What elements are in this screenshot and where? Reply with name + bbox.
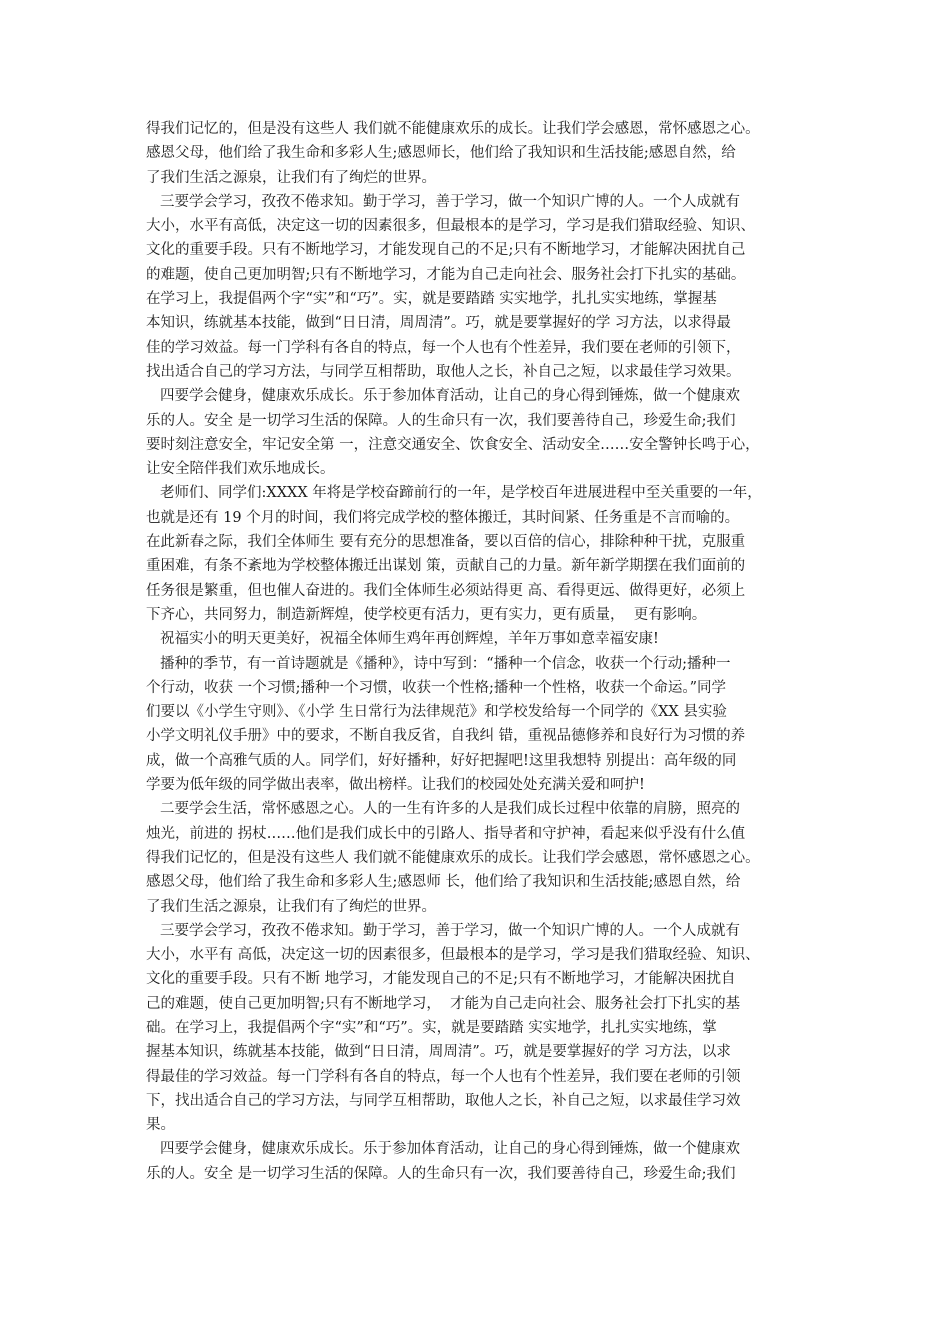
paragraph-start-line: 三要学会学习，孜孜不倦求知。勤于学习，善于学习，做一个知识广博的人。一个人成就有 bbox=[160, 922, 740, 939]
text-line: 下齐心，共同努力，制造新辉煌，使学校更有活力，更有实力，更有质量， 更有影响。 bbox=[146, 606, 707, 623]
text-line: 下，找出适合自己的学习方法，与同学互相帮助，取他人之长，补自己之短，以求最佳学习效 bbox=[146, 1092, 741, 1109]
text-line: 得最佳的学习效益。每一门学科有各自的特点，每一个人也有个性差异，我们要在老师的引领 bbox=[146, 1068, 741, 1085]
text-line: 了我们生活之源泉，让我们有了绚烂的世界。 bbox=[146, 169, 436, 186]
text-line: 本知识，练就基本技能，做到“日日清，周周清”。巧，就是要掌握好的学 习方法，以求得最 bbox=[146, 315, 731, 332]
text-line: 大小，水平有 高低，决定这一切的因素很多，但最根本的是学习，学习是我们猎取经验、知识、 bbox=[146, 947, 760, 964]
text-line: 文化的重要手段。只有不断地学习，才能发现自己的不足;只有不断地学习，才能解决困扰自己 bbox=[146, 242, 746, 259]
text-line: 己的难题，使自己更加明智;只有不断地学习， 才能为自己走向社会、服务社会打下扎实的基 bbox=[146, 995, 741, 1012]
text-line: 的难题，使自己更加明智;只有不断地学习，才能为自己走向社会、服务社会打下扎实的基础。 bbox=[146, 266, 746, 283]
paragraph-start-line: 四要学会健身，健康欢乐成长。乐于参加体育活动，让自己的身心得到锤炼，做一个健康欢 bbox=[160, 1141, 740, 1158]
text-line: 佳的学习效益。每一门学科有各自的特点，每一个人也有个性差异，我们要在老师的引领下， bbox=[146, 339, 741, 356]
paragraph-start-line: 祝福实小的明天更美好，祝福全体师生鸡年再创辉煌，羊年万事如意幸福安康! bbox=[160, 631, 659, 648]
text-line: 重困难，有条不紊地为学校整体搬迁出谋划 策，贡献自己的力量。新年新学期摆在我们面前的 bbox=[146, 558, 746, 575]
text-line: 得我们记忆的，但是没有这些人 我们就不能健康欢乐的成长。让我们学会感恩，常怀感恩之心。 bbox=[146, 121, 760, 137]
document-body bbox=[146, 117, 818, 1186]
text-line: 大小，水平有高低，决定这一切的因素很多，但最根本的是学习，学习是我们猎取经验、知识、 bbox=[146, 218, 755, 235]
paragraph-start-line: 播种的季节，有一首诗题就是《播种》，诗中写到：“播种一个信念，收获一个行动;播种一 bbox=[160, 655, 731, 672]
text-line: 在此新春之际，我们全体师生 要有充分的思想准备，要以百倍的信心，排除种种干扰，克服重 bbox=[146, 534, 746, 551]
paragraph-start-line: 三要学会学习，孜孜不倦求知。勤于学习，善于学习，做一个知识广博的人。一个人成就有 bbox=[160, 193, 740, 210]
paragraph-start-line: 老师们、同学们:XXXX 年将是学校奋蹄前行的一年，是学校百年进展进程中至关重要的一年， bbox=[160, 485, 762, 502]
text-line: 果。 bbox=[146, 1117, 175, 1134]
text-line: 文化的重要手段。只有不断 地学习，才能发现自己的不足;只有不断地学习，才能解决困扰自 bbox=[146, 971, 736, 988]
text-line: 也就是还有 19 个月的时间，我们将完成学校的整体搬迁，其时间紧、任务重是不言而喻的。 bbox=[146, 509, 740, 526]
paragraph-start-line: 四要学会健身，健康欢乐成长。乐于参加体育活动，让自己的身心得到锤炼，做一个健康欢 bbox=[160, 388, 740, 405]
text-line: 成，做一个高雅气质的人。同学们，好好播种，好好把握吧!这里我想特 别提出：高年级的同 bbox=[146, 752, 737, 769]
text-line: 们要以《小学生守则》、《小学 生日常行为法律规范》和学校发给每一个同学的《XX 县实验 bbox=[146, 704, 727, 721]
text-line: 感恩父母，他们给了我生命和多彩人生;感恩师长，他们给了我知识和生活技能;感恩自然，给 bbox=[146, 145, 736, 162]
text-line: 学要为低年级的同学做出表率，做出榜样。让我们的校园处处充满关爱和呵护! bbox=[146, 777, 645, 794]
text-line: 个行动，收获 一个习惯;播种一个习惯，收获一个性格;播种一个性格，收获一个命运。”同学 bbox=[146, 679, 727, 696]
text-line: 任务很是繁重，但也催人奋进的。我们全体师生必须站得更 高、看得更远、做得更好，必须上 bbox=[146, 582, 746, 599]
text-line: 烛光，前进的 拐杖……他们是我们成长中的引路人、指导者和守护神，看起来似乎没有什么值 bbox=[146, 825, 746, 842]
text-line: 了我们生活之源泉，让我们有了绚烂的世界。 bbox=[146, 898, 436, 915]
text-line: 得我们记忆的，但是没有这些人 我们就不能健康欢乐的成长。让我们学会感恩，常怀感恩之心。 bbox=[146, 849, 760, 866]
text-line: 础。在学习上，我提倡两个字“实”和“巧”。实，就是要踏踏 实实地学，扎扎实实地练，掌 bbox=[146, 1019, 717, 1036]
text-line: 乐的人。安全 是一切学习生活的保障。人的生命只有一次，我们要善待自己，珍爱生命;我们 bbox=[146, 1165, 736, 1182]
paragraph-start-line: 二要学会生活，常怀感恩之心。人的一生有许多的人是我们成长过程中依靠的肩膀，照亮的 bbox=[160, 801, 740, 818]
text-line: 乐的人。安全 是一切学习生活的保障。人的生命只有一次，我们要善待自己，珍爱生命;我们 bbox=[146, 412, 736, 429]
text-line: 要时刻注意安全，牢记安全第 一，注意交通安全、饮食安全、活动安全……安全警钟长鸣于心， bbox=[146, 436, 760, 453]
text-line: 在学习上，我提倡两个字“实”和“巧”。实，就是要踏踏 实实地学，扎扎实实地练，掌握基 bbox=[146, 291, 717, 308]
text-line: 感恩父母，他们给了我生命和多彩人生;感恩师 长，他们给了我知识和生活技能;感恩自然，给 bbox=[146, 874, 741, 891]
text-line: 找出适合自己的学习方法，与同学互相帮助，取他人之长，补自己之短，以求最佳学习效果。 bbox=[146, 363, 741, 380]
text-line: 小学文明礼仪手册》中的要求，不断自我反省，自我纠 错，重视品德修养和良好行为习惯的养 bbox=[146, 728, 746, 745]
text-line: 握基本知识，练就基本技能，做到“日日清，周周清”。巧，就是要掌握好的学 习方法，以求 bbox=[146, 1044, 731, 1061]
text-line: 让安全陪伴我们欢乐地成长。 bbox=[146, 461, 335, 478]
